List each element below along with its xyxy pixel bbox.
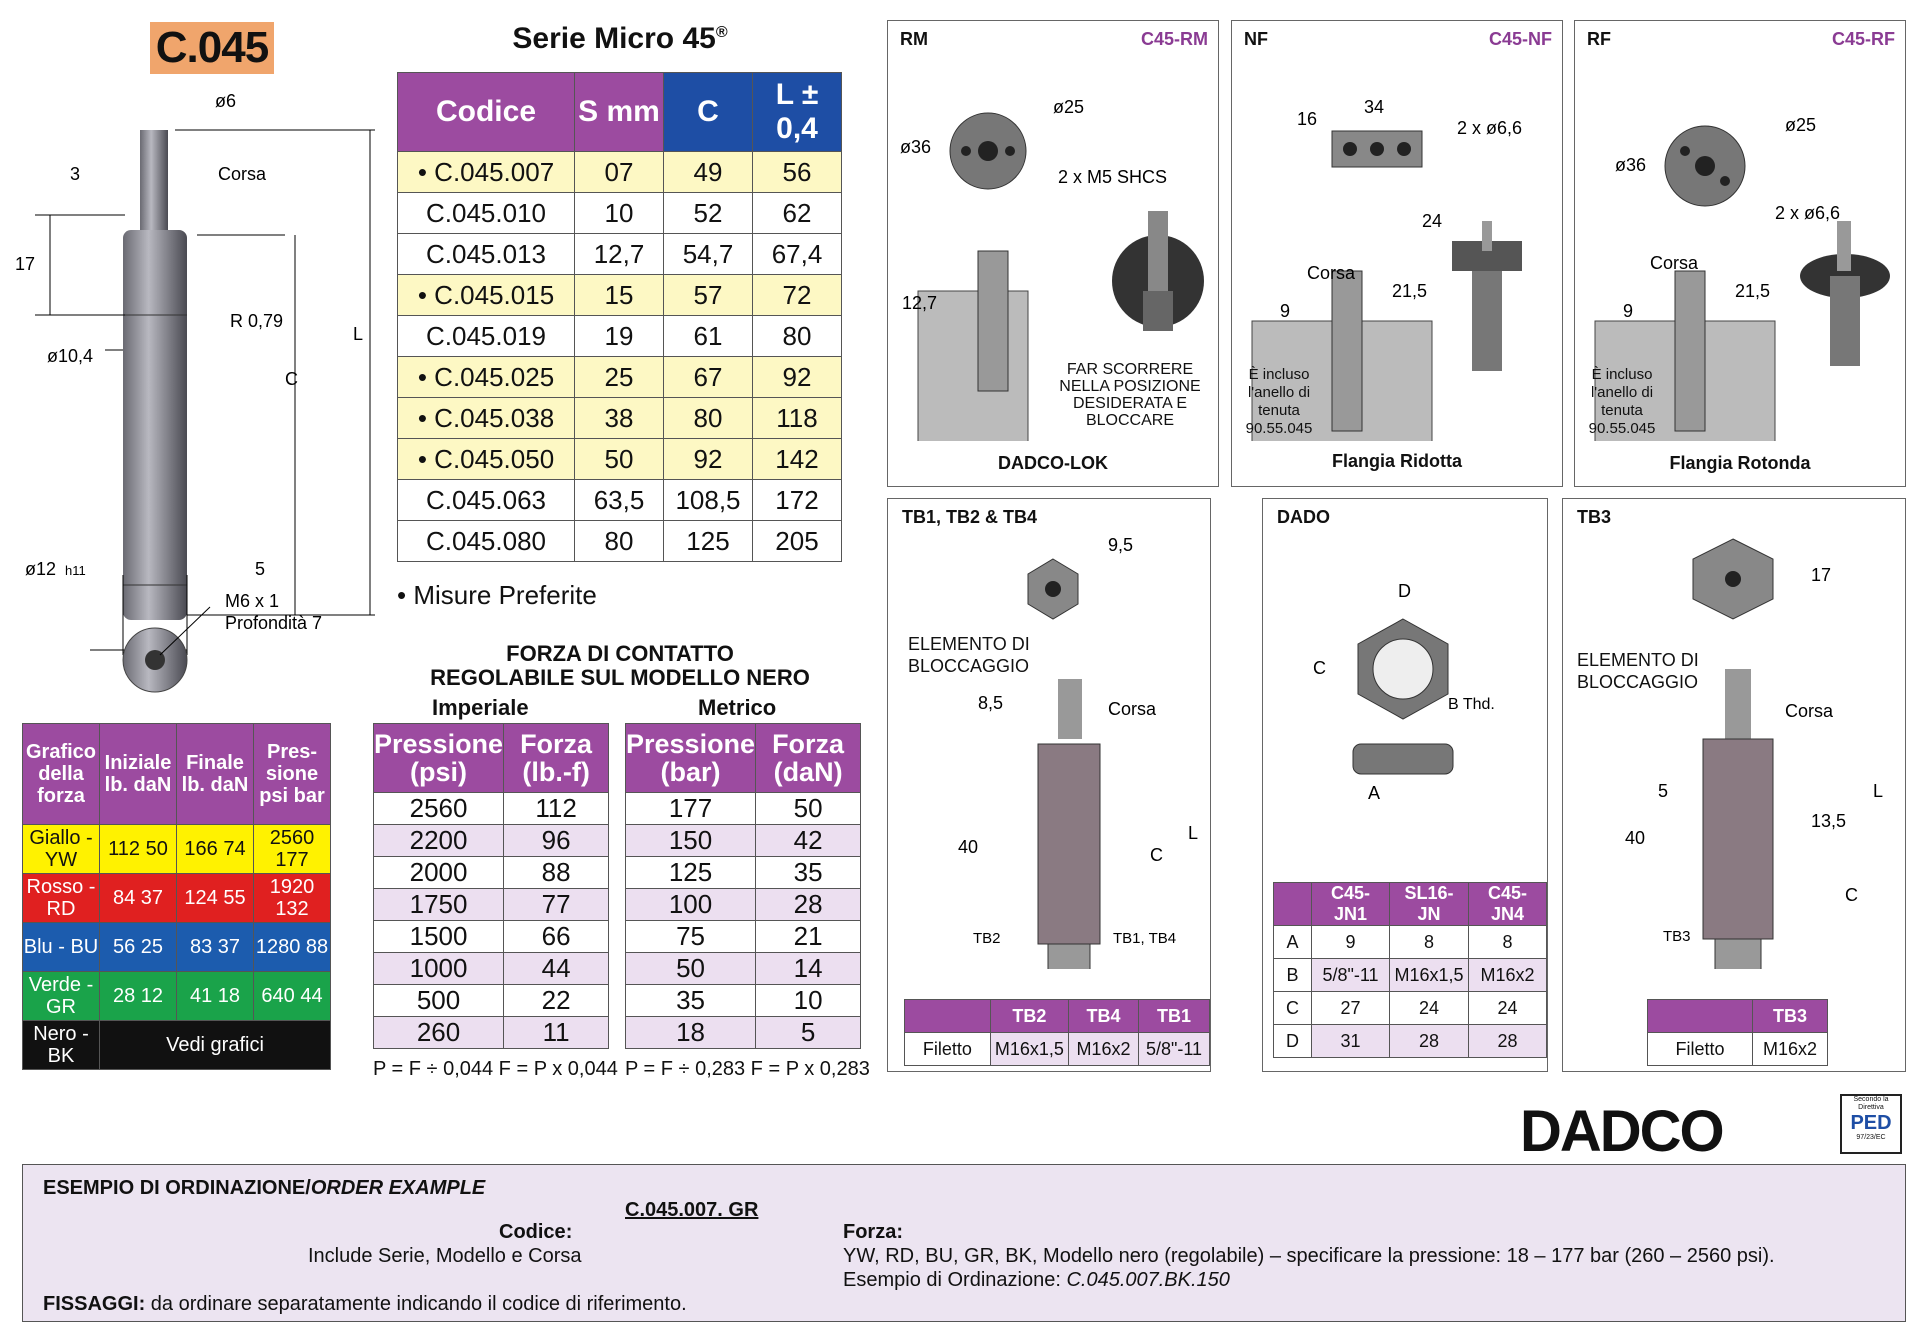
codes-cell-s: 80 bbox=[575, 521, 664, 562]
codes-cell-l: 142 bbox=[753, 439, 842, 480]
codes-table-row bbox=[398, 316, 842, 357]
imperial_table-cell: 88 bbox=[504, 857, 609, 889]
nf-d215: 21,5 bbox=[1392, 281, 1428, 301]
color-header-finale: Finale lb. daN bbox=[177, 724, 254, 825]
nf-d16: 16 bbox=[1297, 109, 1318, 129]
metric_table-row bbox=[626, 825, 861, 857]
dim-d6: ø6 bbox=[215, 91, 237, 111]
codes-cell-c: 61 bbox=[664, 316, 753, 357]
metric_table-cell: 125 bbox=[626, 857, 756, 889]
imperial-formula: P = F ÷ 0,044 F = P x 0,044 bbox=[373, 1058, 618, 1080]
metric_table-cell: 28 bbox=[756, 889, 861, 921]
codes-cell-l: 172 bbox=[753, 480, 842, 521]
color-row bbox=[23, 923, 331, 972]
rf-d36: ø36 bbox=[1615, 155, 1647, 175]
color-row bbox=[23, 874, 331, 923]
rf-d25: ø25 bbox=[1785, 115, 1817, 135]
imperial_table-row bbox=[374, 793, 609, 825]
registered-mark: ® bbox=[715, 24, 728, 41]
force-title-line2: REGOLABILE SUL MODELLO NERO bbox=[430, 665, 810, 690]
imperial_table-cell: 22 bbox=[504, 985, 609, 1017]
piston-rod bbox=[140, 130, 168, 230]
color-row bbox=[23, 825, 331, 874]
metric_table-row bbox=[626, 793, 861, 825]
nf-d24: 24 bbox=[1422, 211, 1443, 231]
dim-d104: ø10,4 bbox=[47, 346, 94, 366]
color-cell-ini: 28 12 bbox=[100, 972, 177, 1021]
tb-elemento: ELEMENTO DI BLOCCAGGIO bbox=[908, 634, 1030, 676]
dado-cell: M16x1,5 bbox=[1390, 959, 1469, 992]
color-cell-name: Nero - BK bbox=[23, 1021, 100, 1070]
tb-table bbox=[904, 999, 1210, 1066]
color-header-pressione: Pres- sione psi bar bbox=[254, 724, 331, 825]
codice-label-text: Codice bbox=[499, 1221, 566, 1243]
imperial-header-pressure: Pressione (psi) bbox=[374, 724, 504, 793]
codes-cell-code: • C.045.025 bbox=[398, 357, 575, 398]
metric_table-cell: 50 bbox=[756, 793, 861, 825]
order-codice-desc: Include Serie, Modello e Corsa bbox=[308, 1245, 582, 1267]
metric_table-cell: 35 bbox=[626, 985, 756, 1017]
dim-h11: h11 bbox=[65, 563, 86, 578]
rf-incluso: È incluso l'anello di tenuta 90.55.045 bbox=[1588, 366, 1656, 437]
panel-tb bbox=[887, 498, 1211, 1072]
dado-table-h1: C45-JN1 bbox=[1311, 883, 1389, 926]
codes-table-row bbox=[398, 234, 842, 275]
order-example-box bbox=[22, 1164, 1906, 1322]
dado-cell: 28 bbox=[1468, 1025, 1546, 1058]
tb-d95: 9,5 bbox=[1108, 535, 1134, 555]
imperial_table-row bbox=[374, 985, 609, 1017]
imperial_table-cell: 77 bbox=[504, 889, 609, 921]
panel-rm-code: C45-RM bbox=[1140, 29, 1208, 49]
metric-header-force: Forza (daN) bbox=[756, 724, 861, 793]
tb3-table-h1: TB3 bbox=[1753, 1000, 1828, 1033]
codes-cell-s: 10 bbox=[575, 193, 664, 234]
forza-label-text: Forza bbox=[843, 1221, 897, 1243]
codes-cell-l: 62 bbox=[753, 193, 842, 234]
metric_table-cell: 35 bbox=[756, 857, 861, 889]
metric_table-cell: 100 bbox=[626, 889, 756, 921]
metric-table bbox=[625, 723, 861, 1049]
dado-cell: B bbox=[1274, 959, 1312, 992]
col-header-s: S mm bbox=[575, 73, 664, 152]
codes-cell-code: • C.045.050 bbox=[398, 439, 575, 480]
metric_table-cell: 150 bbox=[626, 825, 756, 857]
imperial_table-cell: 1750 bbox=[374, 889, 504, 921]
codes-cell-c: 125 bbox=[664, 521, 753, 562]
dim-17: 17 bbox=[15, 254, 36, 274]
tb-d85: 8,5 bbox=[978, 693, 1004, 713]
tb-corsa: Corsa bbox=[1108, 699, 1157, 719]
panel-nf bbox=[1231, 20, 1563, 487]
dado-c: C bbox=[1313, 658, 1326, 678]
metric_table-cell: 10 bbox=[756, 985, 861, 1017]
rm-d25: ø25 bbox=[1053, 97, 1085, 117]
panel-nf-code: C45-NF bbox=[1488, 29, 1552, 49]
cylinder-body bbox=[123, 230, 187, 620]
panel-rf-title: RF bbox=[1587, 29, 1611, 49]
tb3-drawing bbox=[1563, 529, 1905, 969]
dadco-logo: DADCO bbox=[1520, 1099, 1723, 1164]
color-header-iniziale: Iniziale lb. daN bbox=[100, 724, 177, 825]
dim-r079: R 0,79 bbox=[230, 311, 284, 331]
product-code-badge: C.045 bbox=[150, 22, 274, 74]
color-cell-ini: 56 25 bbox=[100, 923, 177, 972]
metric_table-cell: 5 bbox=[756, 1017, 861, 1049]
tb-tb2: TB2 bbox=[973, 930, 1001, 947]
metric_table-cell: 42 bbox=[756, 825, 861, 857]
imperial_table-row bbox=[374, 953, 609, 985]
tb-c: C bbox=[1150, 845, 1163, 865]
tb-table-h0 bbox=[905, 1000, 991, 1033]
codes-cell-l: 92 bbox=[753, 357, 842, 398]
panel-tb-title: TB1, TB2 & TB4 bbox=[902, 507, 1038, 527]
codes-table bbox=[397, 72, 842, 562]
imperial_table-cell: 44 bbox=[504, 953, 609, 985]
dim-c: C bbox=[285, 369, 298, 389]
panel-rf-code: C45-RF bbox=[1831, 29, 1895, 49]
panel-tb3 bbox=[1562, 498, 1906, 1072]
dim-l: L bbox=[353, 324, 364, 344]
codes-cell-c: 67 bbox=[664, 357, 753, 398]
color-cell-ini: 84 37 bbox=[100, 874, 177, 923]
dado-cell: 31 bbox=[1311, 1025, 1389, 1058]
ped-badge bbox=[1840, 1094, 1902, 1154]
imperial_table-cell: 2560 bbox=[374, 793, 504, 825]
order-forza-desc: YW, RD, BU, GR, BK, Modello nero (regolabile) – specificare la pressione: 18 – 177 bar (260 – 2560 psi). bbox=[843, 1245, 1775, 1267]
metric_table-cell: 18 bbox=[626, 1017, 756, 1049]
codes-cell-c: 54,7 bbox=[664, 234, 753, 275]
codes-cell-c: 92 bbox=[664, 439, 753, 480]
dim-3: 3 bbox=[70, 164, 81, 184]
force-title-line1: FORZA DI CONTATTO bbox=[506, 641, 734, 666]
codes-cell-code: C.045.080 bbox=[398, 521, 575, 562]
dim-m6: M6 x 1 bbox=[225, 591, 280, 611]
bottom-view-drawing bbox=[115, 585, 395, 695]
dado-cell: 28 bbox=[1390, 1025, 1469, 1058]
series-name: Serie Micro 45 bbox=[512, 22, 716, 55]
panel-rm bbox=[887, 20, 1219, 487]
dado-cell: 24 bbox=[1468, 992, 1546, 1025]
tb3-d5: 5 bbox=[1658, 781, 1669, 801]
ped-text: PED bbox=[1850, 1112, 1892, 1134]
color-row-black bbox=[23, 1021, 331, 1070]
codes-cell-c: 108,5 bbox=[664, 480, 753, 521]
imperial_table-cell: 112 bbox=[504, 793, 609, 825]
order-example-code: C.045.007. GR bbox=[625, 1199, 759, 1221]
color-cell-pres: 1920 132 bbox=[254, 874, 331, 923]
forza-example-label: Esempio di Ordinazione: bbox=[843, 1269, 1067, 1291]
panel-dado bbox=[1262, 498, 1548, 1072]
dado-row bbox=[1274, 1025, 1547, 1058]
color-cell-name: Blu - BU bbox=[23, 923, 100, 972]
imperial_table-cell: 500 bbox=[374, 985, 504, 1017]
dado-cell: 5/8"-11 bbox=[1311, 959, 1389, 992]
imperial_table-cell: 1500 bbox=[374, 921, 504, 953]
codes-cell-l: 118 bbox=[753, 398, 842, 439]
imperial_table-cell: 66 bbox=[504, 921, 609, 953]
order-title bbox=[43, 1177, 485, 1200]
codes-table-row bbox=[398, 398, 842, 439]
order-fissaggi bbox=[43, 1293, 687, 1316]
codes-cell-l: 56 bbox=[753, 152, 842, 193]
imperial_table-row bbox=[374, 825, 609, 857]
color-cell-name: Rosso - RD bbox=[23, 874, 100, 923]
dado-cell: 27 bbox=[1311, 992, 1389, 1025]
order-forza-label: Forza: bbox=[843, 1221, 904, 1243]
imperial_table-cell: 1000 bbox=[374, 953, 504, 985]
metric_table-cell: 50 bbox=[626, 953, 756, 985]
metric_table-row bbox=[626, 1017, 861, 1049]
codes-table-row bbox=[398, 521, 842, 562]
col-header-codice: Codice bbox=[398, 73, 575, 152]
order-codice-label: Codice: bbox=[499, 1221, 573, 1243]
imperial_table-row bbox=[374, 1017, 609, 1049]
codes-table-row bbox=[398, 357, 842, 398]
panel-dado-title: DADO bbox=[1277, 507, 1330, 527]
codes-cell-code: • C.045.007 bbox=[398, 152, 575, 193]
forza-example-code: C.045.007.BK.150 bbox=[1066, 1269, 1230, 1291]
panel-nf-title: NF bbox=[1244, 29, 1268, 49]
codes-cell-code: • C.045.015 bbox=[398, 275, 575, 316]
metric-formula: P = F ÷ 0,283 F = P x 0,283 bbox=[625, 1058, 870, 1080]
imperial_table-cell: 260 bbox=[374, 1017, 504, 1049]
tb3-table-c0: Filetto bbox=[1648, 1033, 1753, 1066]
color-cell-name: Giallo - YW bbox=[23, 825, 100, 874]
metric-header-pressure: Pressione (bar) bbox=[626, 724, 756, 793]
codes-cell-s: 12,7 bbox=[575, 234, 664, 275]
tb3-c: C bbox=[1845, 885, 1858, 905]
tb3-d135: 13,5 bbox=[1811, 811, 1847, 831]
codes-table-row bbox=[398, 439, 842, 480]
color-header-grafico: Grafico della forza bbox=[23, 724, 100, 825]
nf-incluso: È incluso l'anello di tenuta 90.55.045 bbox=[1245, 366, 1313, 437]
tb-table-c1: M16x1,5 bbox=[990, 1033, 1068, 1066]
imperial-label: Imperiale bbox=[432, 695, 529, 720]
ped-bottom: 97/23/EC bbox=[1856, 1134, 1886, 1141]
col-header-c: C bbox=[664, 73, 753, 152]
dado-row bbox=[1274, 992, 1547, 1025]
tb3-label: TB3 bbox=[1663, 928, 1691, 945]
codes-cell-s: 50 bbox=[575, 439, 664, 480]
codes-cell-c: 80 bbox=[664, 398, 753, 439]
imperial_table-cell: 11 bbox=[504, 1017, 609, 1049]
tb-table-h1: TB2 bbox=[990, 1000, 1068, 1033]
metric_table-row bbox=[626, 921, 861, 953]
dado-table bbox=[1273, 882, 1547, 1058]
codes-table-row bbox=[398, 275, 842, 316]
dado-b: B Thd. bbox=[1448, 696, 1495, 713]
rf-caption: Flangia Rotonda bbox=[1669, 453, 1811, 473]
codes-table-row bbox=[398, 193, 842, 234]
metric_table-row bbox=[626, 889, 861, 921]
rf-d215: 21,5 bbox=[1735, 281, 1771, 301]
color-cell-fin: 124 55 bbox=[177, 874, 254, 923]
tb-l: L bbox=[1188, 823, 1199, 843]
codes-cell-s: 63,5 bbox=[575, 480, 664, 521]
ped-top: Secondo la Direttiva bbox=[1853, 1096, 1889, 1111]
color-cell-ini: 112 50 bbox=[100, 825, 177, 874]
order-title-it: ESEMPIO DI ORDINAZIONE/ bbox=[43, 1177, 311, 1199]
color-cell-fin: 166 74 bbox=[177, 825, 254, 874]
dim-5: 5 bbox=[255, 559, 266, 579]
metric_table-row bbox=[626, 857, 861, 889]
codes-cell-s: 25 bbox=[575, 357, 664, 398]
codes-cell-code: C.045.019 bbox=[398, 316, 575, 357]
tb3-table bbox=[1647, 999, 1828, 1066]
codes-cell-code: C.045.013 bbox=[398, 234, 575, 275]
col-header-l: L ± 0,4 bbox=[753, 73, 842, 152]
codes-cell-c: 57 bbox=[664, 275, 753, 316]
tb3-d17: 17 bbox=[1811, 565, 1832, 585]
series-title bbox=[470, 22, 770, 56]
codes-cell-l: 205 bbox=[753, 521, 842, 562]
metric_table-cell: 75 bbox=[626, 921, 756, 953]
rf-corsa: Corsa bbox=[1650, 253, 1699, 273]
order-forza-example bbox=[843, 1269, 1230, 1292]
imperial_table-cell: 2200 bbox=[374, 825, 504, 857]
dim-corsa: Corsa bbox=[218, 164, 267, 184]
rm-note: FAR SCORRERE NELLA POSIZIONE DESIDERATA E BLOCCARE bbox=[1059, 361, 1201, 429]
codes-cell-s: 38 bbox=[575, 398, 664, 439]
codes-table-row bbox=[398, 480, 842, 521]
rf-d9: 9 bbox=[1623, 301, 1634, 321]
fissaggi-label: FISSAGGI: bbox=[43, 1293, 146, 1315]
rm-shcs: 2 x M5 SHCS bbox=[1058, 167, 1168, 187]
metric_table-cell: 177 bbox=[626, 793, 756, 825]
tb-drawing bbox=[888, 529, 1210, 969]
force-color-table bbox=[22, 723, 331, 1070]
dado-cell: 8 bbox=[1468, 926, 1546, 959]
color-row bbox=[23, 972, 331, 1021]
tb-d40: 40 bbox=[958, 837, 979, 857]
dado-cell: A bbox=[1274, 926, 1312, 959]
metric_table-cell: 14 bbox=[756, 953, 861, 985]
codes-cell-l: 72 bbox=[753, 275, 842, 316]
nf-d34: 34 bbox=[1364, 97, 1385, 117]
panel-rf bbox=[1574, 20, 1906, 487]
tb3-table-c1: M16x2 bbox=[1753, 1033, 1828, 1066]
color-cell-fin: 83 37 bbox=[177, 923, 254, 972]
dado-cell: 9 bbox=[1311, 926, 1389, 959]
panel-rm-title: RM bbox=[900, 29, 928, 49]
color-cell-pres: 640 44 bbox=[254, 972, 331, 1021]
dado-cell: 8 bbox=[1390, 926, 1469, 959]
dado-row bbox=[1274, 926, 1547, 959]
imperial_table-row bbox=[374, 857, 609, 889]
dado-cell: M16x2 bbox=[1468, 959, 1546, 992]
dim-profondita: Profondità 7 bbox=[225, 613, 323, 633]
codes-cell-l: 80 bbox=[753, 316, 842, 357]
codes-cell-c: 52 bbox=[664, 193, 753, 234]
dado-cell: C bbox=[1274, 992, 1312, 1025]
color-cell-vedi: Vedi grafici bbox=[100, 1021, 331, 1070]
metric_table-row bbox=[626, 985, 861, 1017]
tb-tb14: TB1, TB4 bbox=[1113, 930, 1177, 947]
dado-table-h2: SL16-JN bbox=[1390, 883, 1469, 926]
dim-d12: ø12 bbox=[25, 559, 57, 579]
tb-table-c2: M16x2 bbox=[1068, 1033, 1138, 1066]
codes-cell-s: 19 bbox=[575, 316, 664, 357]
nf-caption: Flangia Ridotta bbox=[1332, 451, 1462, 471]
tb-table-h3: TB1 bbox=[1139, 1000, 1210, 1033]
color-cell-pres: 2560 177 bbox=[254, 825, 331, 874]
imperial-table bbox=[373, 723, 609, 1049]
codes-cell-code: C.045.063 bbox=[398, 480, 575, 521]
codes-cell-code: • C.045.038 bbox=[398, 398, 575, 439]
fissaggi-text: da ordinare separatamente indicando il codice di riferimento. bbox=[145, 1293, 687, 1315]
tb-table-c3: 5/8"-11 bbox=[1139, 1033, 1210, 1066]
order-title-en: ORDER EXAMPLE bbox=[310, 1177, 486, 1199]
force-title bbox=[380, 642, 860, 690]
imperial_table-row bbox=[374, 921, 609, 953]
dado-table-h0 bbox=[1274, 883, 1312, 926]
imperial-header-force: Forza (lb.-f) bbox=[504, 724, 609, 793]
nf-d9: 9 bbox=[1280, 301, 1291, 321]
metric_table-row bbox=[626, 953, 861, 985]
dado-row bbox=[1274, 959, 1547, 992]
imperial_table-cell: 2000 bbox=[374, 857, 504, 889]
imperial_table-cell: 96 bbox=[504, 825, 609, 857]
color-cell-fin: 41 18 bbox=[177, 972, 254, 1021]
tb-table-c0: Filetto bbox=[905, 1033, 991, 1066]
tb3-elemento: ELEMENTO DI BLOCCAGGIO bbox=[1577, 650, 1699, 692]
nf-holes: 2 x ø6,6 bbox=[1457, 118, 1523, 138]
rm-d127: 12,7 bbox=[902, 293, 938, 313]
codes-cell-l: 67,4 bbox=[753, 234, 842, 275]
tb3-d40: 40 bbox=[1625, 828, 1646, 848]
tb3-l: L bbox=[1873, 781, 1884, 801]
imperial_table-row bbox=[374, 889, 609, 921]
dado-cell: D bbox=[1274, 1025, 1312, 1058]
dado-drawing bbox=[1263, 559, 1547, 819]
metric_table-cell: 21 bbox=[756, 921, 861, 953]
panel-tb3-title: TB3 bbox=[1577, 507, 1612, 527]
tb3-table-h0 bbox=[1648, 1000, 1753, 1033]
codes-cell-code: C.045.010 bbox=[398, 193, 575, 234]
color-cell-pres: 1280 88 bbox=[254, 923, 331, 972]
rm-d36: ø36 bbox=[900, 137, 932, 157]
metric-label: Metrico bbox=[698, 695, 777, 720]
tb3-corsa: Corsa bbox=[1785, 701, 1834, 721]
dado-d: D bbox=[1398, 581, 1411, 601]
rm-caption: DADCO-LOK bbox=[998, 453, 1108, 473]
dado-cell: 24 bbox=[1390, 992, 1469, 1025]
rf-holes: 2 x ø6,6 bbox=[1775, 203, 1841, 223]
tb-table-h2: TB4 bbox=[1068, 1000, 1138, 1033]
nf-corsa: Corsa bbox=[1307, 263, 1356, 283]
codes-table-row bbox=[398, 152, 842, 193]
preferred-note: • Misure Preferite bbox=[397, 580, 597, 610]
dado-table-h3: C45-JN4 bbox=[1468, 883, 1546, 926]
dado-a: A bbox=[1368, 783, 1381, 803]
codes-cell-c: 49 bbox=[664, 152, 753, 193]
color-cell-name: Verde - GR bbox=[23, 972, 100, 1021]
codes-cell-s: 07 bbox=[575, 152, 664, 193]
codes-cell-s: 15 bbox=[575, 275, 664, 316]
